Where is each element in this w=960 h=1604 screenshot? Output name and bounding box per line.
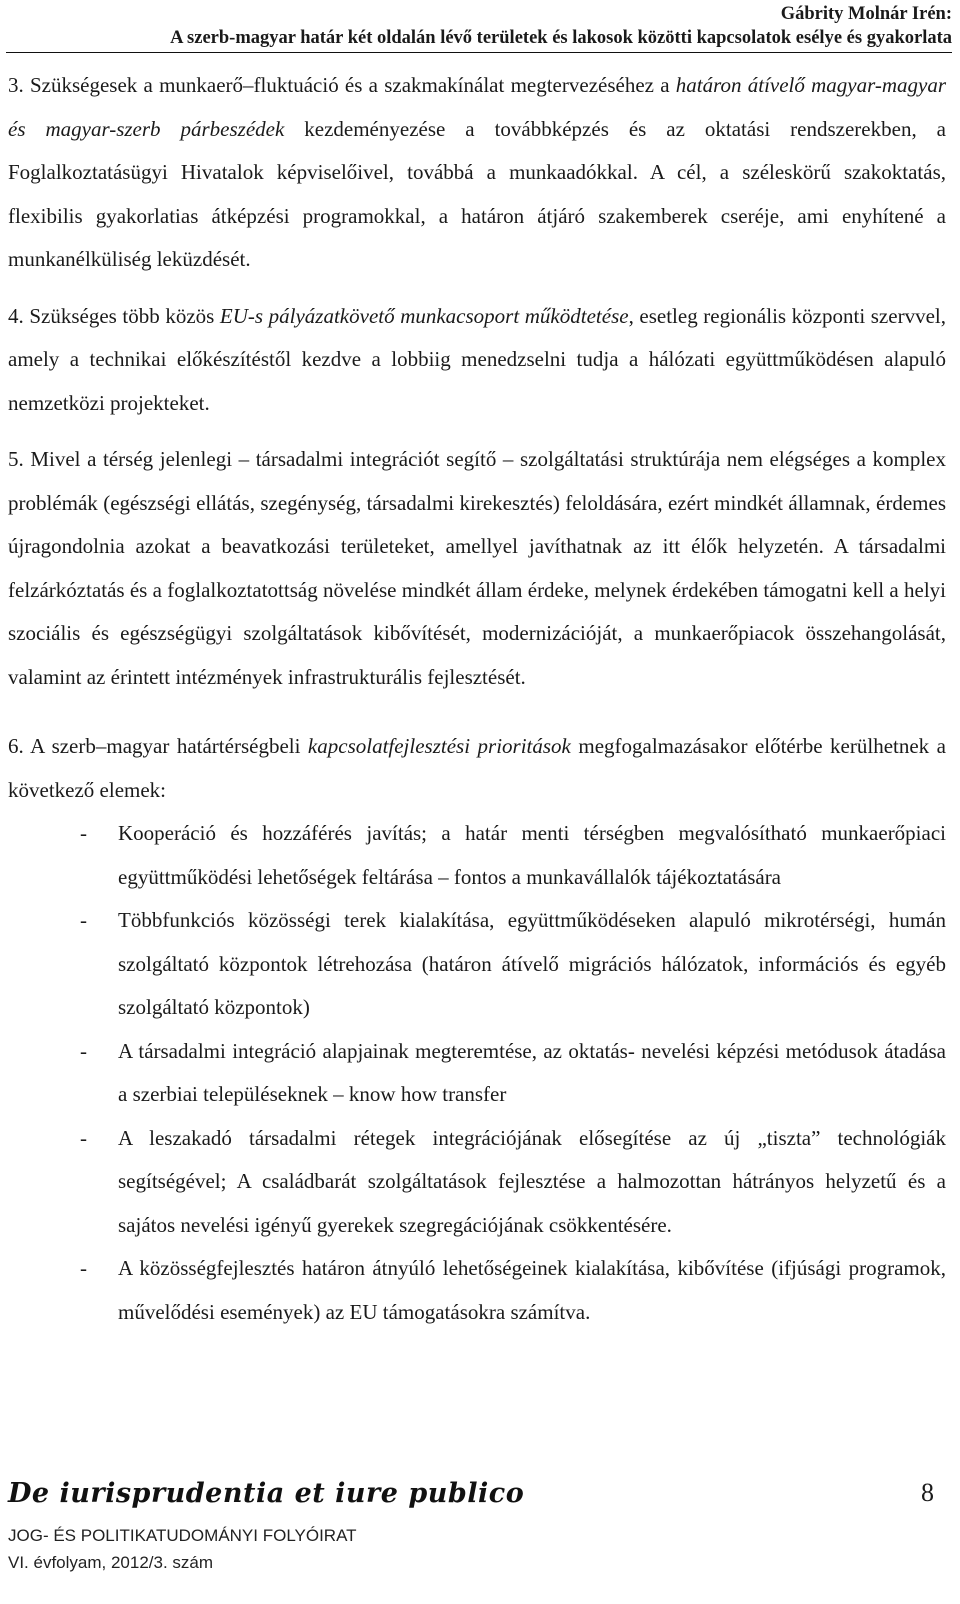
paragraph-3-emphasis: határon átívelő magyar-magyar és magyar-szerb párbeszédek	[8, 73, 946, 141]
paragraph-6-emphasis: kapcsolatfejlesztési prioritások	[307, 734, 571, 758]
running-header	[0, 2, 952, 50]
list-item-text: A közösségfejlesztés határon átnyúló lehetőségeinek kialakítása, kibővítése (ifjúsági programok, művelődési események) az EU támogatásokra számítva.	[118, 1256, 946, 1324]
header-title: A szerb-magyar határ két oldalán lévő területek és lakosok közötti kapcsolatok esélye és gyakorlata	[170, 28, 952, 48]
list-bullet: -	[80, 908, 87, 932]
paragraph-4	[8, 295, 946, 426]
header-divider	[6, 52, 952, 53]
list-item-text: A leszakadó társadalmi rétegek integrációjának elősegítése az új „tiszta” technológiák segítségével; A családbarát szolgáltatások fejlesztése a halmozottan hátrányos helyzetű és a sajátos nevelési igényű gyerekek szegregációjának csökkentésére.	[118, 1125, 946, 1237]
list-bullet: -	[80, 821, 87, 845]
list-item	[8, 1030, 946, 1117]
paragraph-4-text-start: 4. Szükséges több közös	[8, 303, 220, 328]
page-number: 8	[921, 1478, 934, 1507]
priority-list	[8, 812, 946, 1334]
list-item	[8, 899, 946, 1030]
footer-journal-title: De iurisprudentia et iure publico	[8, 1478, 525, 1509]
list-bullet: -	[80, 1256, 87, 1280]
list-bullet: -	[80, 1125, 87, 1150]
paragraph-5: 5. Mivel a térség jelenlegi – társadalmi integrációt segítő – szolgáltatási struktúrája nem elégséges a komplex problémák (egészségi ellátás, szegénység, társadalmi kirekesztés) feloldására, ezért mindkét államnak, érdemes újragondolnia azokat a beavatkozási területeket, amellyel javíthatnak az itt élők helyzetén. A társadalmi felzárkóztatás és a foglalkoztatottság növelése mindkét állam érdeke, melynek érdekében támogatni kell a helyi szociális és egészségügyi szolgáltatások kibővítését, modernizációját, a munkaerőpiacok összehangolását, valamint az érintett intézmények infrastrukturális fejlesztését.	[8, 447, 946, 689]
paragraph-6-text-start: 6. A szerb–magyar határtérségbeli	[8, 734, 308, 758]
list-item-text: Többfunkciós közösségi terek kialakítása, együttműködéseken alapuló mikrotérségi, humán szolgáltató központok létrehozása (határon átívelő migrációs hálózatok, információs és egyéb szolgáltató központok)	[118, 908, 946, 1019]
paragraph-4-text-end: , esetleg regionális központi szervvel, amely a technikai előkészítéstől kezdve a lobbiig menedzselni tudja a hálózati együttműködésen alapuló nemzetközi projekteket.	[8, 303, 946, 415]
page-body	[8, 64, 946, 1334]
paragraph-6-text-end: megfogalmazásakor előtérbe kerülhetnek a következő elemek:	[8, 734, 946, 802]
footer-journal-subtitle: JOG- ÉS POLITIKATUDOMÁNYI FOLYÓIRAT	[8, 1526, 357, 1545]
paragraph-3-text-start: 3. Szükségesek a munkaerő–fluktuáció és a szakmakínálat megtervezéséhez a	[8, 73, 676, 97]
list-item-text: A társadalmi integráció alapjainak megteremtése, az oktatás- nevelési képzési metódusok átadása a szerbiai településeknek – know how transfer	[118, 1038, 946, 1106]
paragraph-6	[8, 725, 946, 812]
paragraph-3	[8, 64, 946, 282]
list-item	[8, 1117, 946, 1248]
list-bullet: -	[80, 1038, 87, 1063]
paragraph-4-emphasis: EU-s pályázatkövető munkacsoport működtetése	[219, 303, 629, 328]
paragraph-3-text-end: kezdeményezése a továbbképzés és az oktatási rendszerekben, a Foglalkoztatásügyi Hivatalok képviselőivel, továbbá a munkaadókkal. A cél, a széleskörű szakoktatás, flexibilis gyakorlatias átképzési programokkal, a határon átjáró szakemberek cseréje, ami enyhítené a munkanélküliség leküzdését.	[8, 116, 946, 271]
list-item	[8, 1247, 946, 1334]
list-item-text: Kooperáció és hozzáférés javítás; a határ menti térségben megvalósítható munkaerőpiaci együttműködési lehetőségek feltárása – fontos a munkavállalók tájékoztatására	[118, 821, 946, 889]
list-item	[8, 812, 946, 899]
footer-issue: VI. évfolyam, 2012/3. szám	[8, 1553, 214, 1572]
header-author: Gábrity Molnár Irén:	[780, 4, 952, 24]
